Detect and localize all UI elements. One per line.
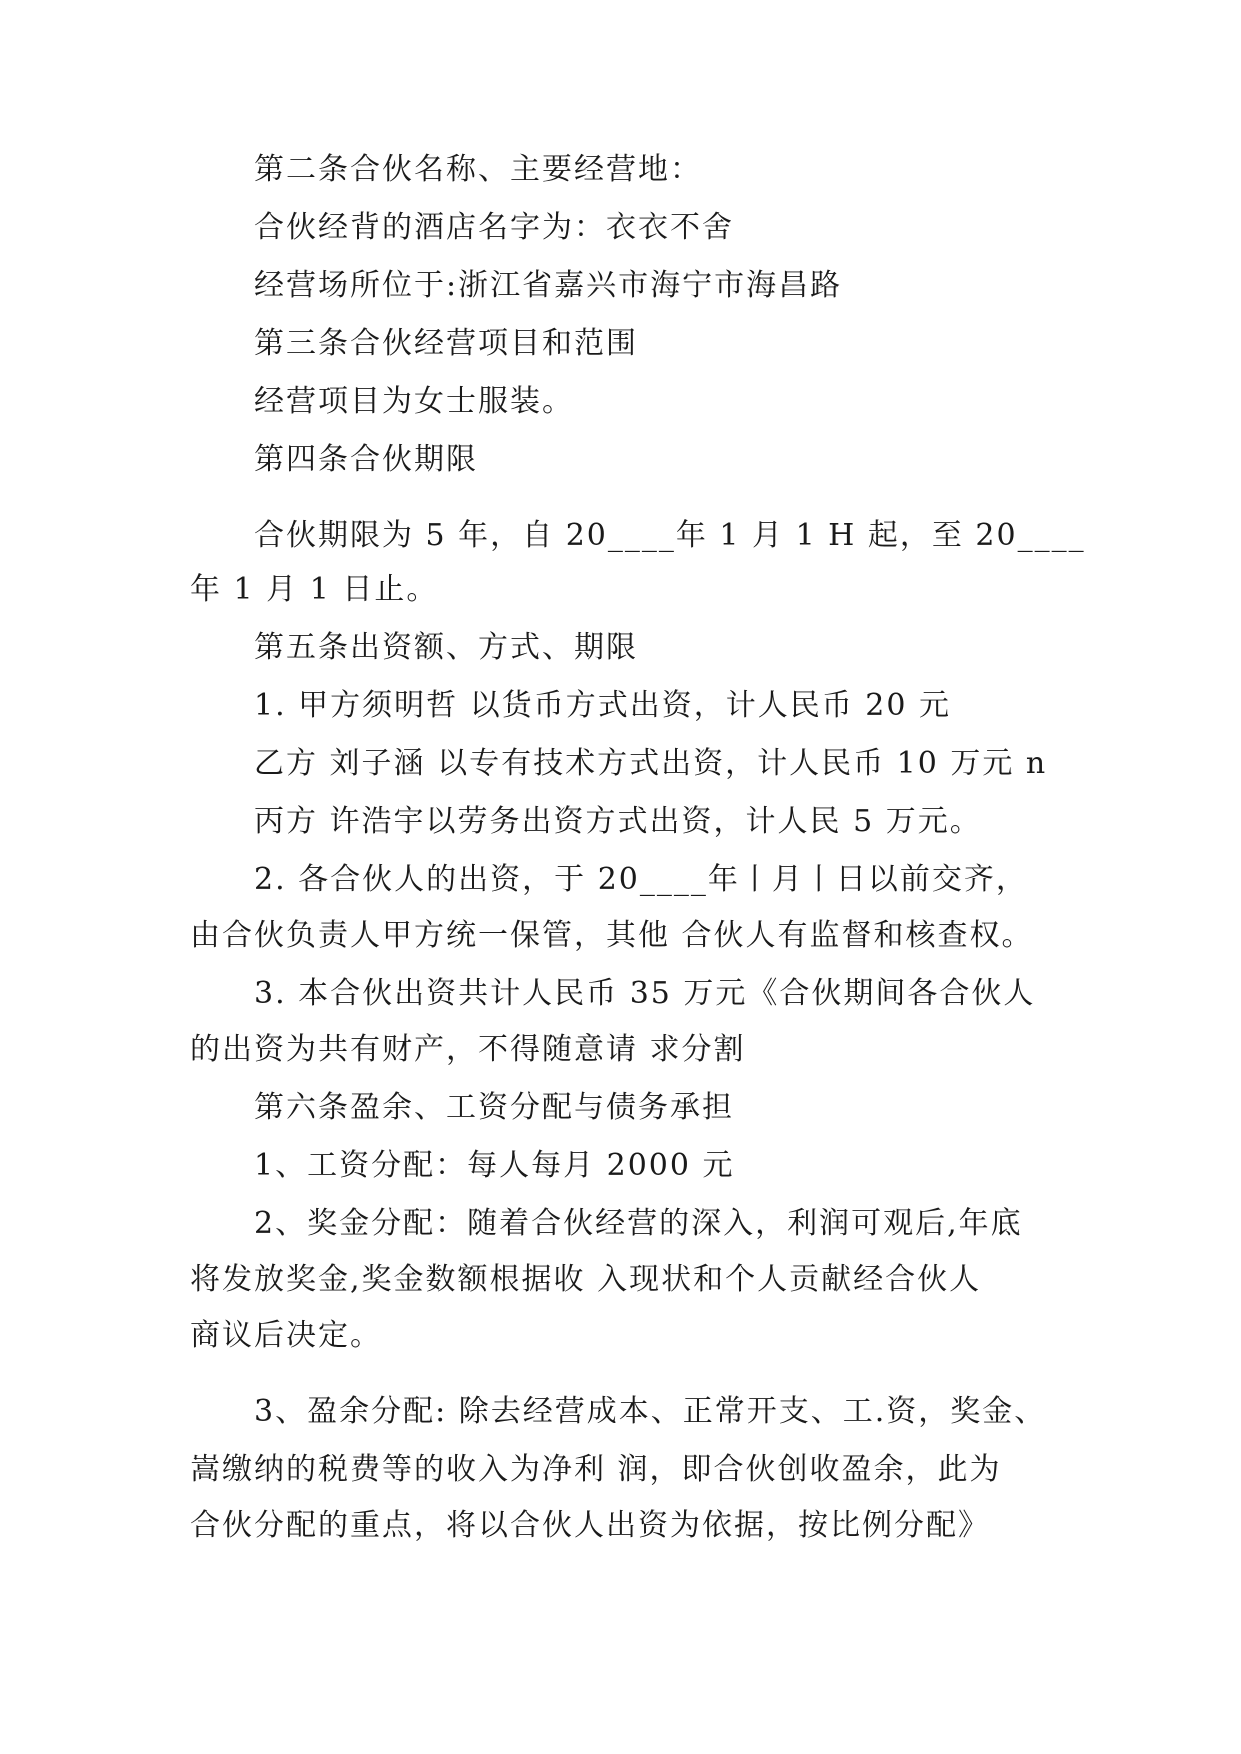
text-line: 第二条合伙名称、主要经营地： <box>190 152 702 187</box>
text-line: 合伙分配的重点，将以合伙人出资为依据，按比例分配》 <box>190 1508 990 1543</box>
text-line: 2. 各合伙人的出资，于 20____年丨月丨日以前交齐， <box>190 862 1028 897</box>
text-line: 第六条盈余、工资分配与债务承担 <box>190 1090 734 1125</box>
text-line: 经营项目为女士服装。 <box>190 384 574 419</box>
text-line: 1. 甲方须明哲 以货币方式出资，计人民币 20 元 <box>190 688 951 723</box>
text-line: 乙方 刘子涵 以专有技术方式出资，计人民币 10 万元 n <box>190 746 1048 781</box>
text-line: 第三条合伙经营项目和范围 <box>190 326 638 361</box>
text-line: 3. 本合伙出资共计人民币 35 万元《合伙期间各合伙人 <box>190 976 1036 1011</box>
text-line: 年 1 月 1 日止。 <box>190 572 439 607</box>
text-line: 经营场所位于:浙江省嘉兴市海宁市海昌路 <box>190 268 843 303</box>
text-line: 的出资为共有财产，不得随意请 求分割 <box>190 1032 746 1067</box>
text-line: 丙方 许浩宇以劳务出资方式出资，计人民 5 万元。 <box>190 804 982 839</box>
text-line: 第五条出资额、方式、期限 <box>190 630 638 665</box>
text-line: 由合伙负责人甲方统一保管，其他 合伙人有监督和核查权。 <box>190 918 1034 953</box>
text-line: 将发放奖金,奖金数额根据收 入现状和个人贡献经合伙人 <box>190 1262 982 1297</box>
text-line: 合伙经背的酒店名字为：衣衣不舍 <box>190 210 734 245</box>
text-line: 嵩缴纳的税费等的收入为净利 润，即合伙创收盈余，此为 <box>190 1452 1002 1487</box>
text-line: 3、盈余分配: 除去经营成本、正常开支、工.资，奖金、 <box>190 1394 1047 1429</box>
text-line: 2、奖金分配：随着合伙经营的深入，利润可观后,年底 <box>190 1206 1023 1241</box>
text-line: 1、工资分配：每人每月 2000 元 <box>190 1148 735 1183</box>
text-line: 合伙期限为 5 年，自 20____年 1 月 1 H 起，至 20____ <box>190 518 1086 553</box>
text-line: 商议后决定。 <box>190 1318 382 1353</box>
text-line: 第四条合伙期限 <box>190 442 478 477</box>
